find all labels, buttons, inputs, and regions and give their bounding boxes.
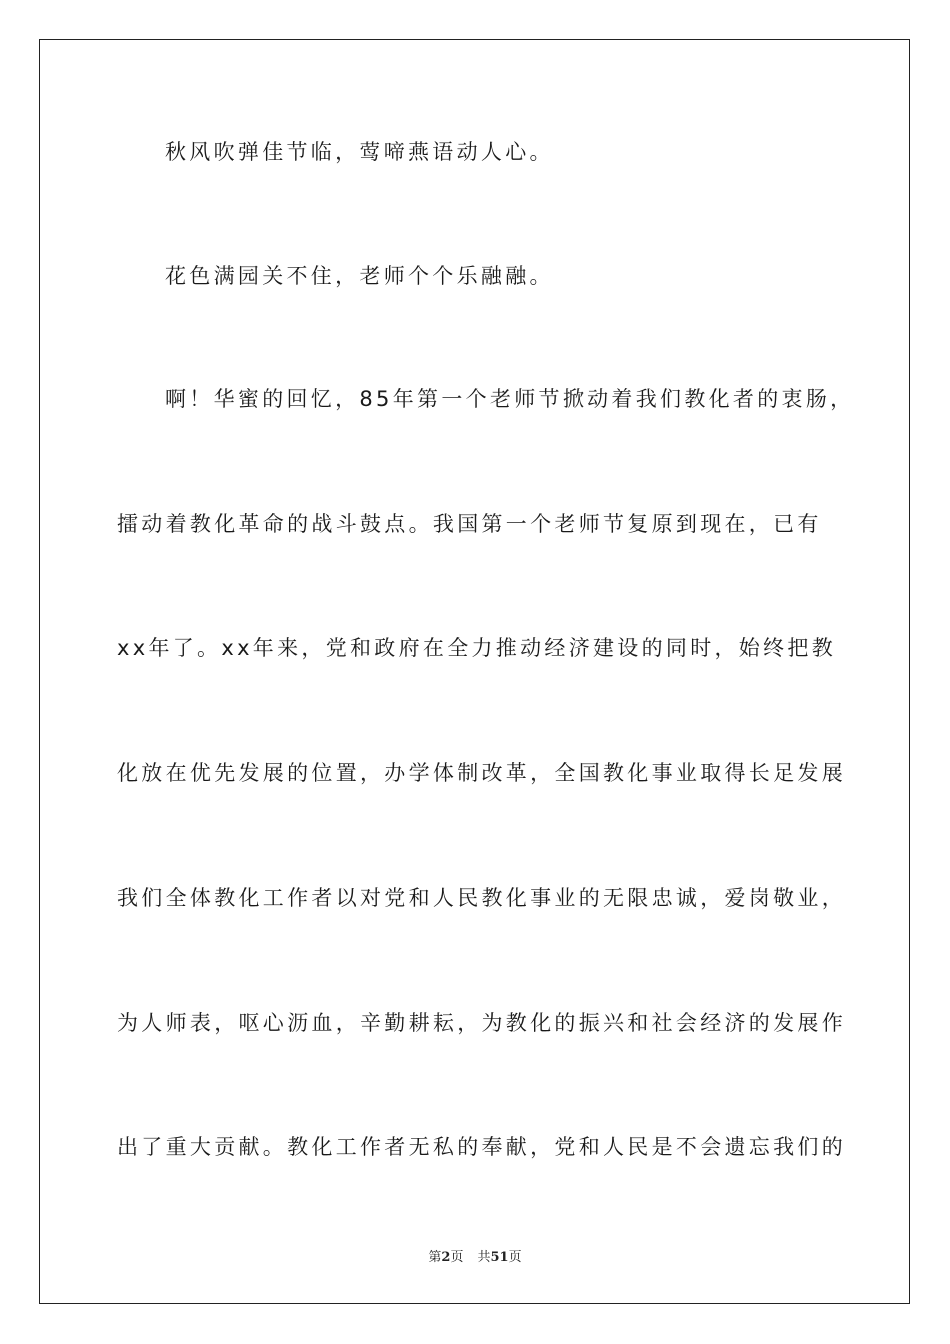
paragraph-line-3: xx年了。xx年来，党和政府在全力推动经济建设的同时，始终把教 xyxy=(117,636,837,660)
paragraph-line-6: 为人师表，呕心沥血，辛勤耕耘，为教化的振兴和社会经济的发展作 xyxy=(117,1011,846,1035)
page-border xyxy=(39,39,910,1304)
footer-page-prefix: 第 xyxy=(428,1250,442,1265)
poem-line-2: 花色满园关不住，老师个个乐融融。 xyxy=(165,264,554,288)
poem-line-1: 秋风吹弹佳节临，莺啼燕语动人心。 xyxy=(165,140,554,164)
footer-total-suffix: 页 xyxy=(508,1250,522,1265)
paragraph-line-4: 化放在优先发展的位置，办学体制改革，全国教化事业取得长足发展 xyxy=(117,761,846,785)
paragraph-line-2: 擂动着教化革命的战斗鼓点。我国第一个老师节复原到现在，已有 xyxy=(117,512,822,536)
paragraph-line-5: 我们全体教化工作者以对党和人民教化事业的无限忠诚，爱岗敬业， xyxy=(117,886,846,910)
footer-page-suffix: 页 xyxy=(450,1250,464,1265)
footer-page-number: 2 xyxy=(441,1250,451,1265)
footer-total-prefix: 共 xyxy=(477,1250,491,1265)
page-footer xyxy=(0,1246,950,1265)
footer-total-pages: 51 xyxy=(490,1250,509,1265)
paragraph-line-1: 啊！华蜜的回忆，85年第一个老师节掀动着我们教化者的衷肠， xyxy=(165,387,855,411)
paragraph-line-7: 出了重大贡献。教化工作者无私的奉献，党和人民是不会遗忘我们的 xyxy=(117,1135,846,1159)
